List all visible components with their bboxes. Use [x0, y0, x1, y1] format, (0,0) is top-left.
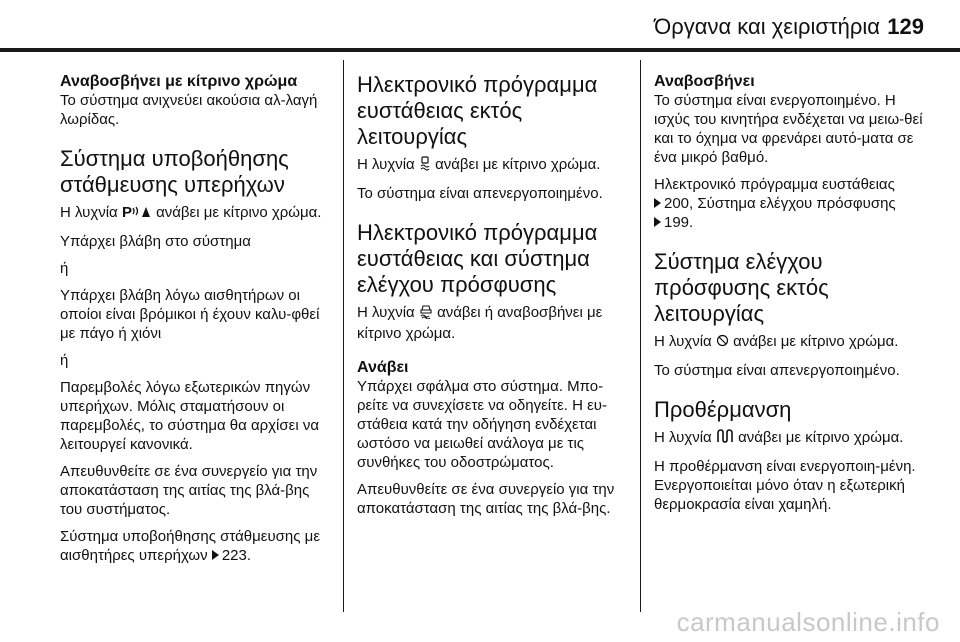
esp-off-icon [419, 156, 431, 176]
paragraph: Το σύστημα ανιχνεύει ακούσια αλ-λαγή λωρίδας. [60, 92, 318, 128]
paragraph [357, 303, 629, 343]
text: Η λυχνία [654, 429, 712, 446]
reference-arrow-icon [654, 198, 661, 208]
column-divider [640, 60, 641, 612]
header-title: Όργανα και χειριστήρια [654, 14, 880, 39]
svg-text:P: P [121, 204, 132, 219]
heading-parking-assist: Σύστημα υποβοήθησης στάθμευσης υπερήχων [60, 146, 289, 197]
heading-preheat: Προθέρμανση [654, 397, 792, 422]
paragraph: ή [60, 260, 69, 277]
paragraph: Το σύστημα είναι απενεργοποιημένο. [654, 362, 900, 379]
text: Η λυχνία [654, 333, 712, 350]
text: ανάβει με κίτρινο χρώμα. [435, 156, 601, 173]
paragraph [357, 155, 629, 176]
page-reference[interactable]: 199. [664, 214, 694, 231]
paragraph: Υπάρχει βλάβη λόγω αισθητήρων οι οποίοι είναι βρόμικοι ή έχουν καλυ-φθεί με πάγο ή χιόνι [60, 287, 320, 342]
parking-assist-icon [122, 204, 152, 224]
page-number: 129 [887, 14, 924, 39]
paragraph [60, 203, 332, 224]
paragraph: ή [60, 352, 69, 369]
heading-flash-yellow: Αναβοσβήνει με κίτρινο χρώμα [60, 73, 298, 90]
text: ανάβει με κίτρινο χρώμα. [156, 204, 322, 221]
page-reference[interactable]: 223. [221, 547, 252, 564]
paragraph: Υπάρχει βλάβη στο σύστημα [60, 233, 251, 250]
column-2 [357, 72, 629, 526]
text: ανάβει με κίτρινο χρώμα. [733, 333, 899, 350]
paragraph: Η προθέρμανση είναι ενεργοποιη-μένη. Ενεργοποιείται μόνο όταν η εξωτερική θερμοκρασία είναι χαμηλή. [654, 458, 916, 513]
paragraph: Το σύστημα είναι ενεργοποιημένο. Η ισχύς του κινητήρα ενδέχεται να μειω-θεί και το όχημα να φρενάρει αυτό-ματα σε ένα μικρό βαθμό. [654, 92, 923, 166]
text: ανάβει ή αναβοσβήνει με κίτρινο χρώμα. [357, 304, 603, 342]
text: ανάβει με κίτρινο χρώμα. [738, 429, 904, 446]
watermark: carmanualsonline.info [676, 607, 940, 637]
heading-esp-tc: Ηλεκτρονικό πρόγραμμα ευστάθειας και σύστημα ελέγχου πρόσφυσης [357, 220, 598, 297]
column-3 [654, 72, 926, 522]
text: Η λυχνία [357, 304, 415, 321]
paragraph: Υπάρχει σφάλμα στο σύστημα. Μπο-ρείτε να συνεχίσετε να οδηγείτε. Η ευ-στάθεια κατά την οδήγηση ενδέχεται ωστόσο να μειωθεί ανάλογα με τις συνθήκες του οδοστρώματος. [357, 378, 607, 471]
text: Ηλεκτρονικό πρόγραμμα ευστάθειας [654, 176, 895, 193]
preheat-coil-icon [716, 429, 734, 449]
page-reference[interactable]: 200, Σύστημα ελέγχου πρόσφυσης [664, 195, 896, 212]
reference-arrow-icon [654, 217, 661, 227]
page-header [0, 0, 960, 52]
paragraph: Απευθυνθείτε σε ένα συνεργείο για την αποκατάσταση της αιτίας της βλά-βης του συστήματος. [60, 463, 318, 518]
text: Η λυχνία [60, 204, 118, 221]
paragraph [654, 175, 926, 232]
traction-control-off-icon [716, 333, 729, 353]
paragraph: Το σύστημα είναι απενεργοποιημένο. [357, 185, 603, 202]
paragraph: Απευθυνθείτε σε ένα συνεργείο για την αποκατάσταση της αιτίας της βλά-βης. [357, 481, 615, 517]
heading-on: Ανάβει [357, 359, 409, 376]
paragraph: Παρεμβολές λόγω εξωτερικών πηγών υπερήχων. Μόλις σταματήσουν οι παρεμβολές, το σύστημα θα αρχίσει να λειτουργεί κανονικά. [60, 379, 320, 453]
reference-arrow-icon [212, 550, 219, 560]
heading-tc-off: Σύστημα ελέγχου πρόσφυσης εκτός λειτουργίας [654, 249, 829, 326]
heading-esp-off: Ηλεκτρονικό πρόγραμμα ευστάθειας εκτός λειτουργίας [357, 72, 598, 149]
header-rule [0, 48, 960, 52]
esp-icon [419, 304, 433, 324]
paragraph [654, 428, 926, 449]
text: Σύστημα υποβοήθησης στάθμευσης με αισθητήρες υπερήχων [60, 528, 321, 564]
column-1 [60, 72, 332, 573]
paragraph [654, 332, 926, 353]
heading-flashing: Αναβοσβήνει [654, 73, 755, 90]
text: Η λυχνία [357, 156, 415, 173]
column-divider [343, 60, 344, 612]
paragraph [60, 527, 332, 565]
